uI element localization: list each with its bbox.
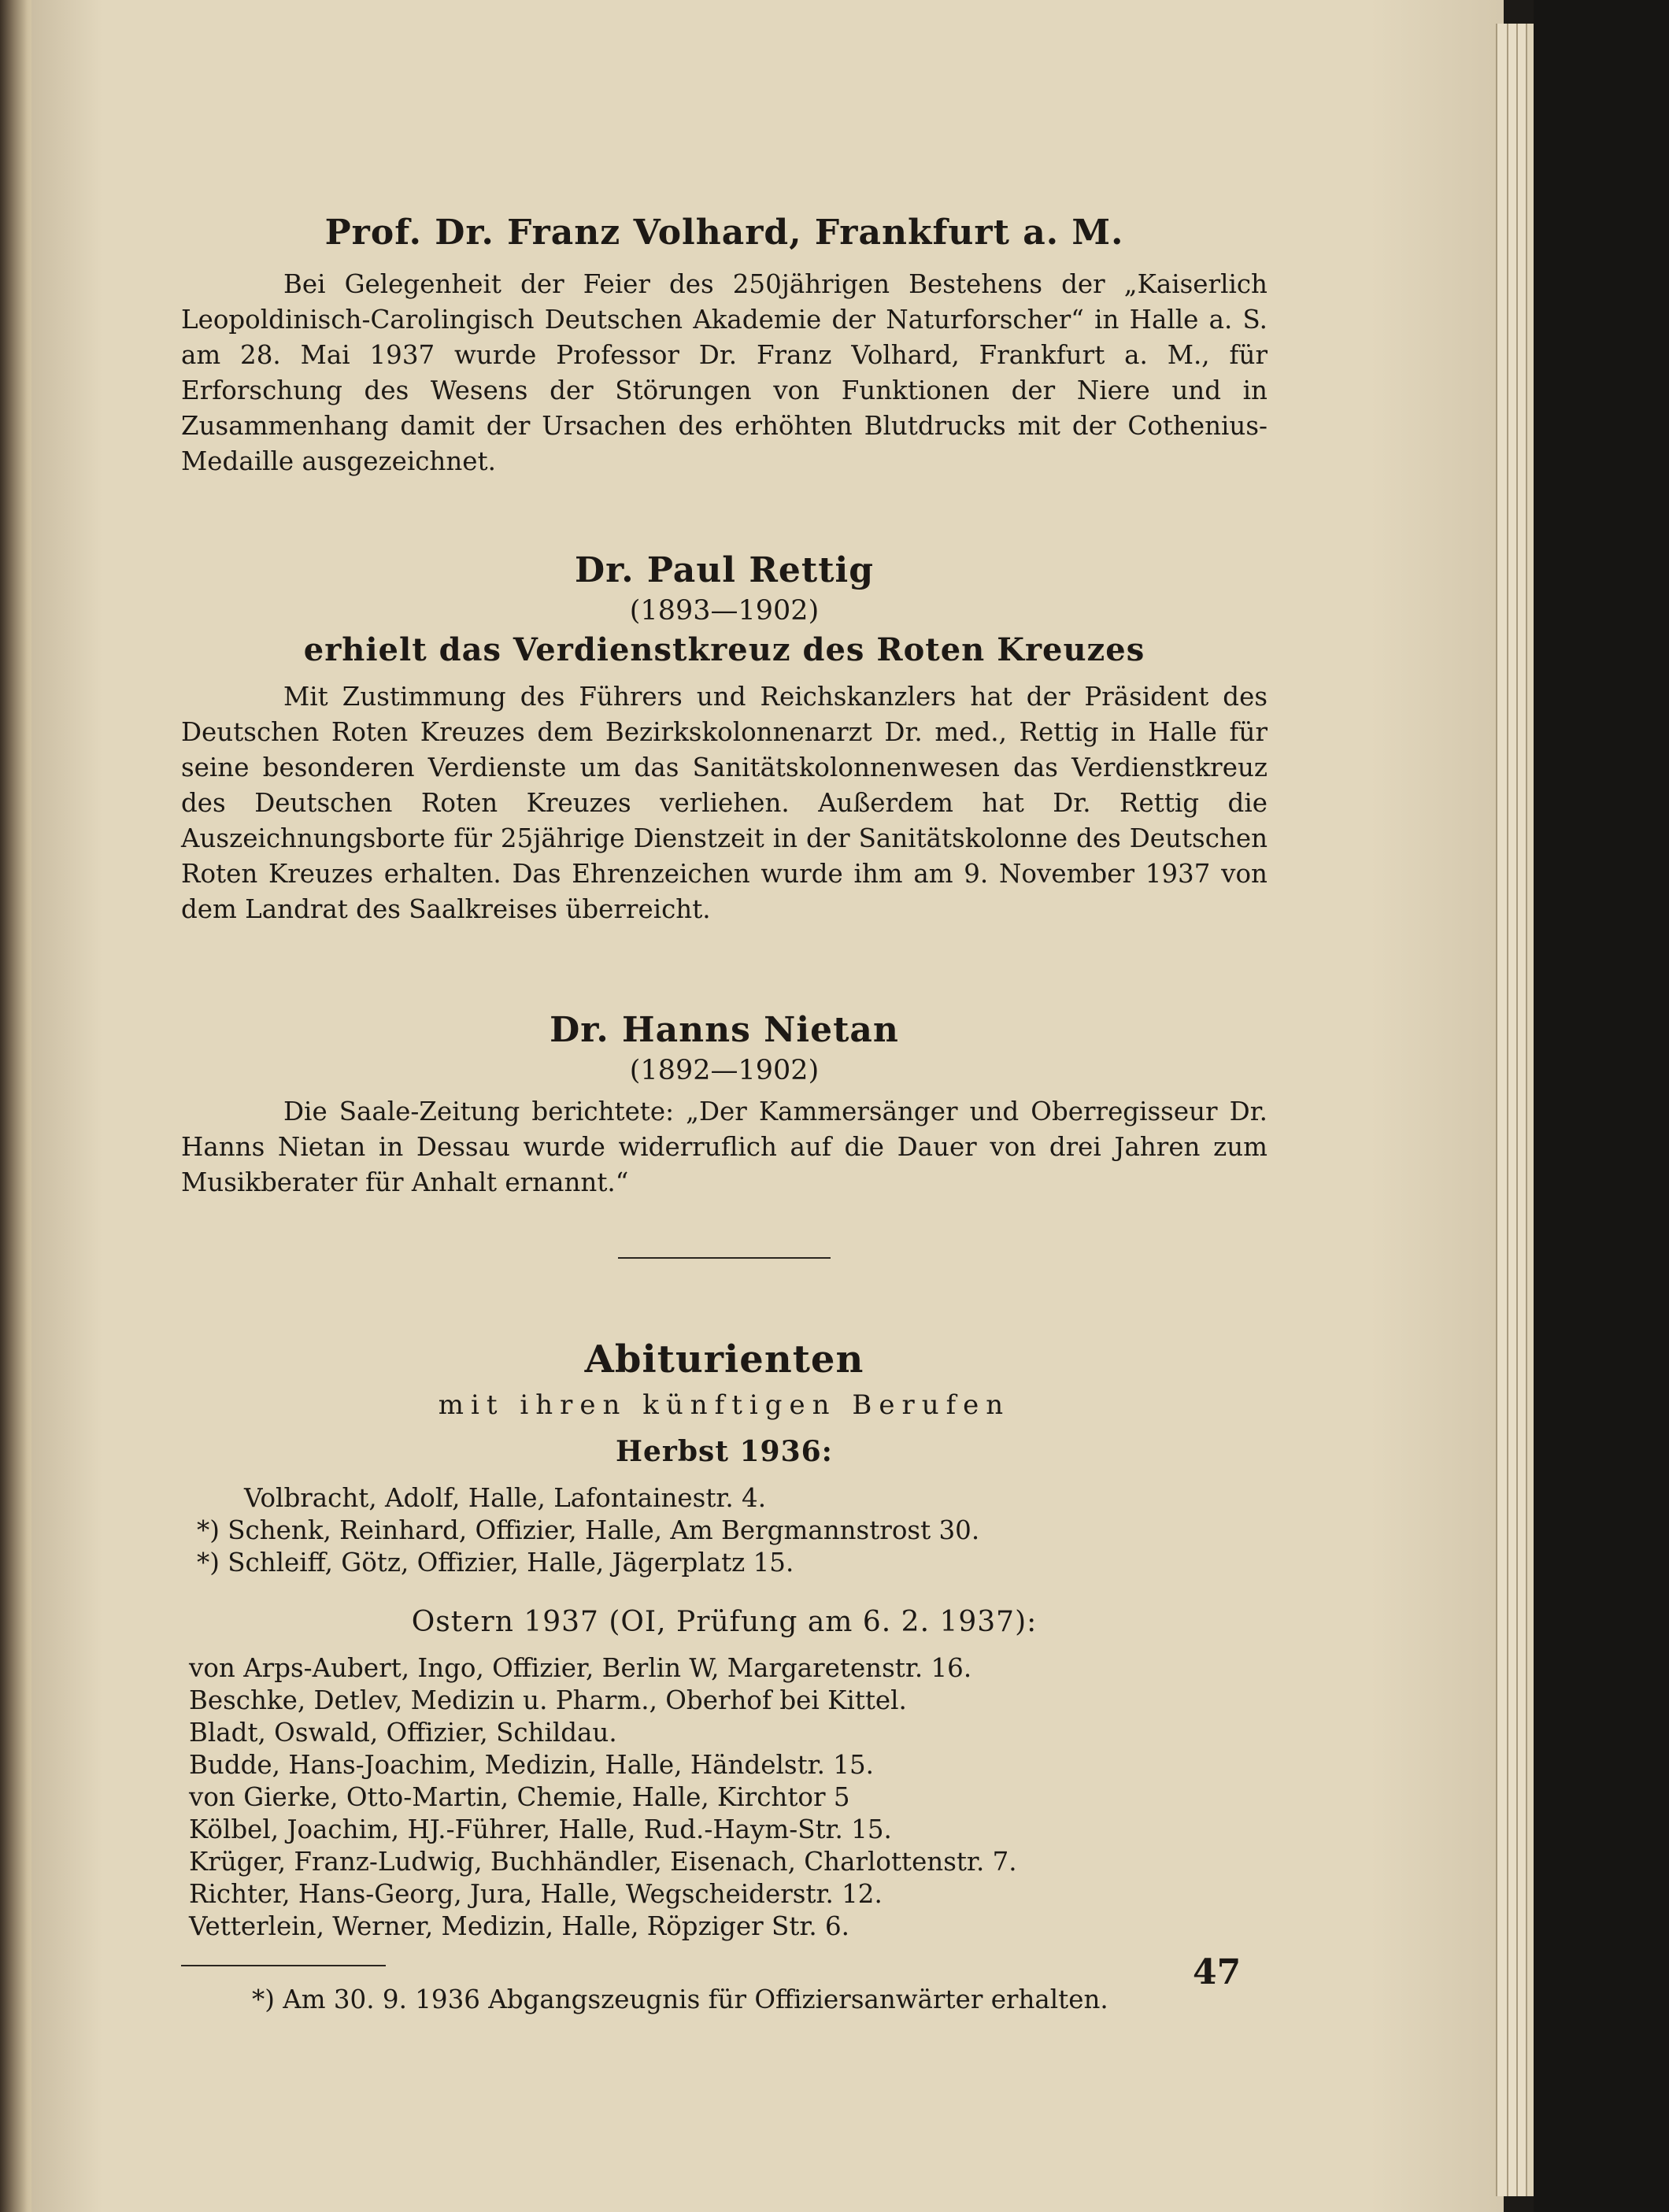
section-divider (618, 1257, 831, 1259)
list-item: Budde, Hans-Joachim, Medizin, Halle, Händelstr. 15. (189, 1750, 874, 1780)
list-item: *) Schenk, Reinhard, Offizier, Halle, Am Bergmannstrost 30. (197, 1515, 980, 1545)
nietan-years: (1892—1902) (629, 1055, 820, 1086)
rettig-years: (1893—1902) (629, 595, 820, 627)
nietan-title: Dr. Hanns Nietan (550, 1010, 899, 1050)
list-item: Richter, Hans-Georg, Jura, Halle, Wegscheiderstr. 12. (189, 1879, 883, 1909)
list-item: Beschke, Detlev, Medizin u. Pharm., Oberhof bei Kittel. (189, 1685, 907, 1715)
volhard-paragraph: Bei Gelegenheit der Feier des 250jährigen Bestehens der „Kaiserlich Leopoldinisch-Carolingisch Deutschen Akademie der Naturforscher“ in Halle a. S. am 28. Mai 1937 wurde Professor Dr. Franz Volhard, Frankfurt a. M., für Erforschung des Wesens der Störungen von Funktionen der Niere und in Zusammenhang damit der Ursachen des erhöhten Blutdrucks mit der Cothenius-Medaille ausgezeichnet. (181, 269, 1267, 476)
footnote: *) Am 30. 9. 1936 Abgangszeugnis für Offiziersanwärter erhalten. (252, 1985, 1108, 2014)
volhard-title: Prof. Dr. Franz Volhard, Frankfurt a. M. (324, 213, 1124, 253)
rettig-subtitle: erhielt das Verdienstkreuz des Roten Kreuzes (303, 631, 1145, 668)
footnote-divider (181, 1965, 386, 1966)
page-content (181, 213, 1267, 2016)
list-item: Vetterlein, Werner, Medizin, Halle, Röpziger Str. 6. (189, 1911, 849, 1941)
list-item: von Gierke, Otto-Martin, Chemie, Halle, Kirchtor 5 (189, 1782, 850, 1812)
ostern-heading: Ostern 1937 (OI, Prüfung am 6. 2. 1937): (411, 1606, 1038, 1638)
background-margin (1534, 0, 1669, 2212)
list-item: Krüger, Franz-Ludwig, Buchhändler, Eisenach, Charlottenstr. 7. (189, 1847, 1017, 1877)
ostern-list (189, 1652, 1267, 1943)
list-item: Kölbel, Joachim, HJ.-Führer, Halle, Rud.-Haym-Str. 15. (189, 1814, 892, 1844)
list-item: Bladt, Oswald, Offizier, Schildau. (189, 1718, 617, 1748)
herbst-heading: Herbst 1936: (616, 1435, 833, 1468)
rettig-title: Dr. Paul Rettig (574, 550, 875, 590)
herbst-list (197, 1482, 1267, 1579)
list-item: von Arps-Aubert, Ingo, Offizier, Berlin W, Margaretenstr. 16. (189, 1653, 972, 1683)
nietan-paragraph: Die Saale-Zeitung berichtete: „Der Kammersänger und Oberregisseur Dr. Hanns Nietan in Dessau wurde widerruflich auf die Dauer von drei Jahren zum Musikberater für Anhalt ernannt.“ (181, 1097, 1267, 1197)
page-number: 47 (1193, 1952, 1242, 1992)
abiturienten-subtitle: mit ihren künftigen Berufen (438, 1389, 1011, 1421)
list-item: Volbracht, Adolf, Halle, Lafontainestr. 4. (244, 1483, 767, 1513)
abiturienten-title: Abiturienten (584, 1337, 864, 1382)
rettig-paragraph: Mit Zustimmung des Führers und Reichskanzlers hat der Präsident des Deutschen Roten Kreuzes dem Bezirkskolonnenarzt Dr. med., Rettig in Halle für seine besonderen Verdienste um das Sanitätskolonnenwesen das Verdienstkreuz des Deutschen Roten Kreuzes verliehen. Außerdem hat Dr. Rettig die Auszeichnungsborte für 25jährige Dienstzeit in der Sanitätskolonne des Deutschen Roten Kreuzes erhalten. Das Ehrenzeichen wurde ihm am 9. November 1937 von dem Landrat des Saalkreises überreicht. (181, 682, 1267, 924)
list-item: *) Schleiff, Götz, Offizier, Halle, Jägerplatz 15. (197, 1548, 794, 1578)
